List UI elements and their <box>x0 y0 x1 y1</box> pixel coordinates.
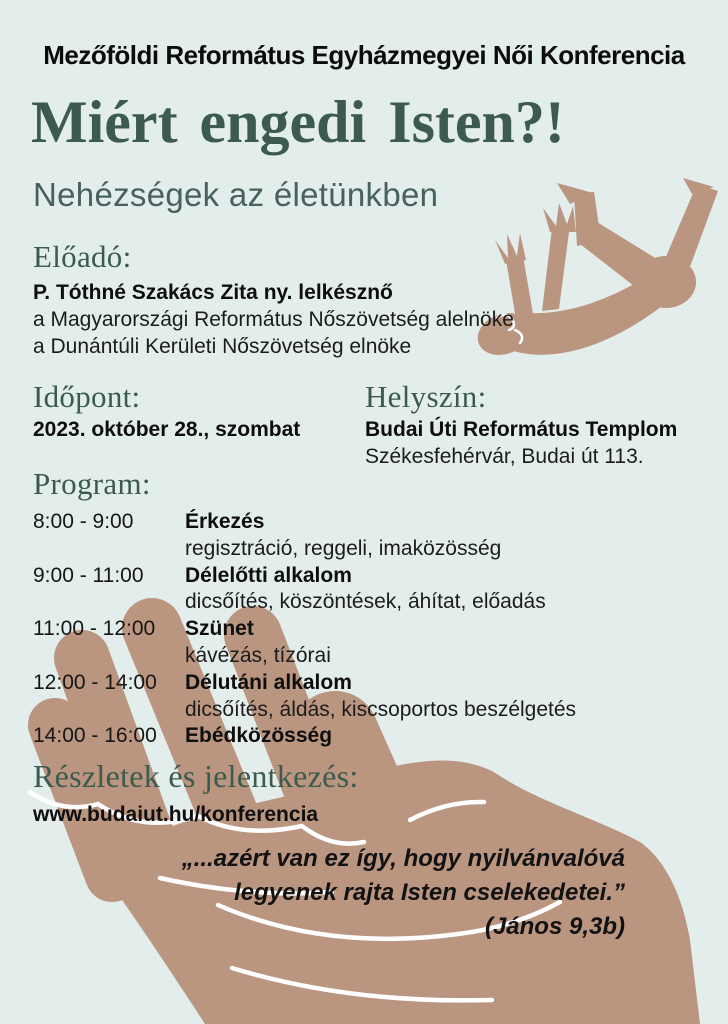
registration-heading: Részletek és jelentkezés: <box>33 758 359 794</box>
program-item-title: Szünet <box>185 617 254 641</box>
program-time: 9:00 - 11:00 <box>33 563 144 587</box>
bible-quote <box>155 842 625 944</box>
program-row <box>33 509 653 563</box>
conference-name: Mezőföldi Református Egyházmegyei Női Konferencia <box>43 40 685 70</box>
program-item-detail: dicsőítés, köszöntések, áhítat, előadás <box>185 590 546 614</box>
quote-line: „...azért van ez így, hogy nyilvánvalóvá <box>181 845 625 872</box>
program-item-detail: regisztráció, reggeli, imaközösség <box>185 536 502 560</box>
program-time: 12:00 - 14:00 <box>33 670 157 694</box>
program-row <box>33 723 653 750</box>
location-name: Budai Úti Református Templom <box>365 418 678 441</box>
program-item-title: Ebédközösség <box>185 724 333 748</box>
registration-url: www.budaiut.hu/konferencia <box>33 803 319 826</box>
speaker-role: a Magyarországi Református Nőszövetség alelnöke <box>33 308 514 331</box>
program-item-detail: kávézás, tízórai <box>185 643 331 667</box>
speaker-heading: Előadó: <box>33 239 132 274</box>
quote-line: legyenek rajta Isten cselekedetei.” <box>234 879 625 906</box>
location-heading: Helyszín: <box>365 379 487 414</box>
speaker-name: P. Tóthné Szakács Zita ny. lelkésznő <box>33 281 393 304</box>
poster-title: Miért engedi Isten?! <box>31 89 565 155</box>
program-heading: Program: <box>33 466 151 501</box>
program-row <box>33 670 653 724</box>
location-address: Székesfehérvár, Budai út 113. <box>365 445 644 468</box>
program-row <box>33 616 653 670</box>
speaker-role: a Dunántúli Kerületi Nőszövetség elnöke <box>33 335 412 358</box>
date-section <box>33 379 301 443</box>
date-value: 2023. október 28., szombat <box>33 418 301 441</box>
program-item-detail: dicsőítés, áldás, kiscsoportos beszélgetés <box>185 697 577 721</box>
program-item-title: Érkezés <box>185 510 265 533</box>
program-row <box>33 563 653 617</box>
program-section <box>33 466 653 750</box>
registration-section <box>33 758 359 827</box>
program-time: 8:00 - 9:00 <box>33 510 134 533</box>
date-heading: Időpont: <box>33 379 141 414</box>
location-section <box>365 379 678 470</box>
program-item-title: Délutáni alkalom <box>185 670 352 694</box>
program-time: 14:00 - 16:00 <box>33 724 157 748</box>
speaker-section <box>33 239 514 360</box>
program-item-title: Délelőtti alkalom <box>185 563 352 587</box>
poster-subtitle: Nehézségek az életünkben <box>33 176 439 213</box>
quote-reference: (János 9,3b) <box>484 913 625 940</box>
program-time: 11:00 - 12:00 <box>33 617 156 641</box>
